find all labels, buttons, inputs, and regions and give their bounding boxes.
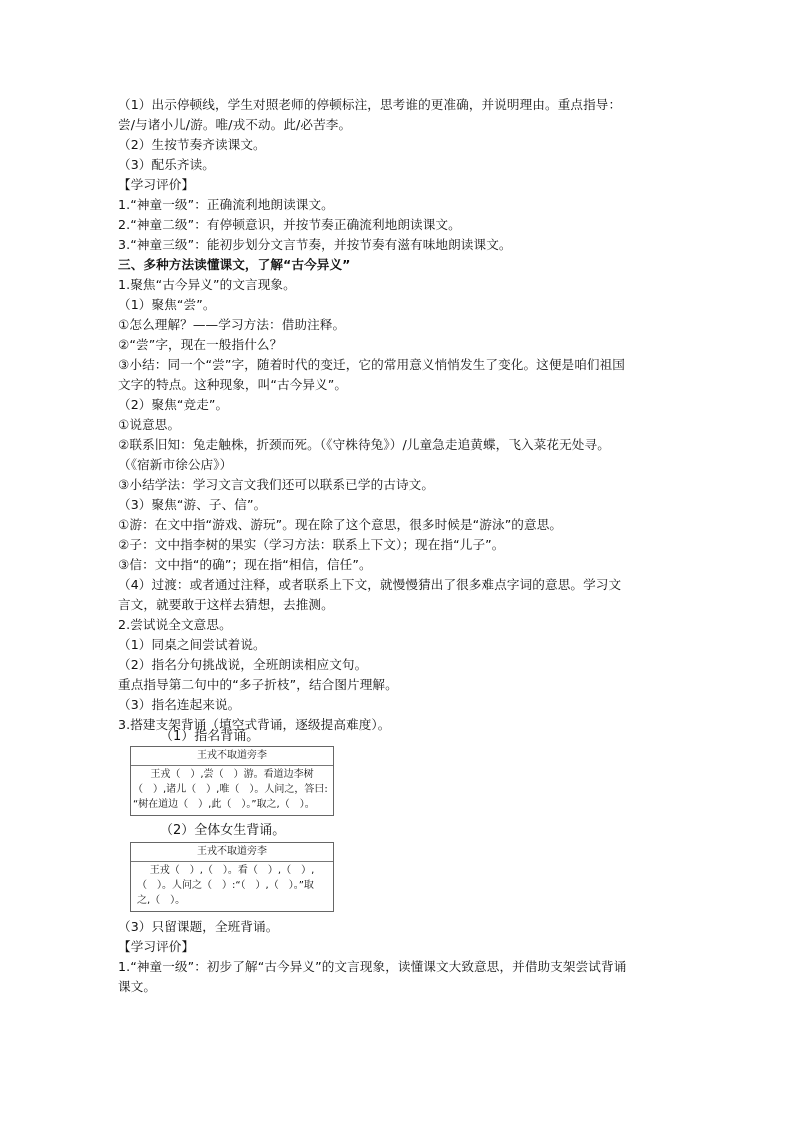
fill-in-card-1 [130,746,334,816]
fill-in-row: （ ）,诸儿（ ）,唯（ ）。人问之，答曰: [133,784,328,795]
text-line: 言文，就要敢于这样去猜想，去推测。 [118,597,334,612]
text-line: （3）配乐齐读。 [118,157,215,172]
text-line: ③小结学法：学习文言文我们还可以联系已学的古诗文。 [118,477,435,492]
text-line: （1）同桌之间尝试着说。 [118,637,266,652]
text-line: ②联系旧知：兔走触株，折颈而死。（《守株待兔》）/儿童急走追黄蝶，飞入菜花无处寻。 [118,437,610,452]
recitation-label-2: （2）全体女生背诵。 [160,823,286,838]
text-line: ①游：在文中指“游戏、游玩”。现在除了这个意思，很多时候是“游泳”的意思。 [118,517,563,532]
text-line: （《宿新市徐公店》） [118,457,233,472]
text-line: （1）聚焦“尝”。 [118,297,216,312]
text-line: 2.“神童二级”：有停顿意识，并按节奏正确流利地朗读课文。 [118,217,461,232]
text-line: （2）聚焦“竞走”。 [118,397,229,412]
fill-in-title: 王戎不取道旁李 [131,843,333,862]
text-line: （2）指名分句挑战说，全班朗读相应文句。 [118,657,368,672]
fill-in-row: 王戎（ ）,尝（ ）游。看道边李树 [150,769,314,780]
text-line: ③小结：同一个“尝”字，随着时代的变迁，它的常用意义悄悄发生了变化。这便是咱们祖国 [118,357,626,372]
fill-in-row: （ ）。人问之（ ）:“（ ）,（ ）。”取 [137,880,314,891]
text-line: 1.聚焦“古今异义”的文言现象。 [118,277,296,292]
fill-in-card-2 [130,842,334,912]
text-line: ②子：文中指李树的果实（学习方法：联系上下文）；现在指“儿子”。 [118,537,505,552]
fill-in-row: 之,（ ）。 [137,895,186,906]
text-line: （3）指名连起来说。 [118,697,241,712]
text-line: 尝/与诸小儿/游。唯/戎不动。此/必苦李。 [118,117,352,132]
text-line: （2）生按节奏齐读课文。 [118,137,266,152]
text-line: 2.尝试说全文意思。 [118,617,232,632]
text-line: ③信：文中指“的确”；现在指“相信，信任”。 [118,557,372,572]
text-line: 1.“神童一级”：正确流利地朗读课文。 [118,197,334,212]
text-line: 3.搭建支架背诵（填空式背诵，逐级提高难度）。 [118,717,391,732]
section-heading: 三、多种方法读懂课文，了解“古今异义” [118,257,351,272]
fill-in-row: 王戎（ ）,（ ）。看（ ）,（ ）, [149,865,315,876]
fill-in-row: “树在道边（ ）,此（ ）。”取之,（ ）。 [133,799,315,810]
recitation-label-1: （1）指名背诵。 [160,729,260,744]
section-label: 【学习评价】 [118,177,195,192]
text-line: 文字的特点。这种现象，叫“古今异义”。 [118,377,348,392]
fill-in-title: 王戎不取道旁李 [131,747,333,766]
text-line: （1）出示停顿线，学生对照老师的停顿标注，思考谁的更准确，并说明理由。重点指导： [118,97,622,112]
text-line: ①说意思。 [118,417,181,432]
text-line: 1.“神童一级”：初步了解“古今异义”的文言现象，读懂课文大致意思，并借助支架尝试背诵 [118,959,627,974]
section-label: 【学习评价】 [118,939,195,954]
text-line: ①怎么理解？——学习方法：借助注释。 [118,317,346,332]
text-line: 课文。 [118,979,157,994]
text-line: （4）过渡：或者通过注释，或者联系上下文，就慢慢猜出了很多难点字词的意思。学习文 [118,577,622,592]
text-line: （3）聚焦“游、子、信”。 [118,497,267,512]
text-line: （3）只留课题，全班背诵。 [118,919,279,934]
text-line: 3.“神童三级”：能初步划分文言节奏，并按节奏有滋有味地朗读课文。 [118,237,512,252]
text-line: 重点指导第二句中的“多子折枝”，结合图片理解。 [118,677,398,692]
text-line: ②“尝”字，现在一般指什么？ [118,337,283,352]
